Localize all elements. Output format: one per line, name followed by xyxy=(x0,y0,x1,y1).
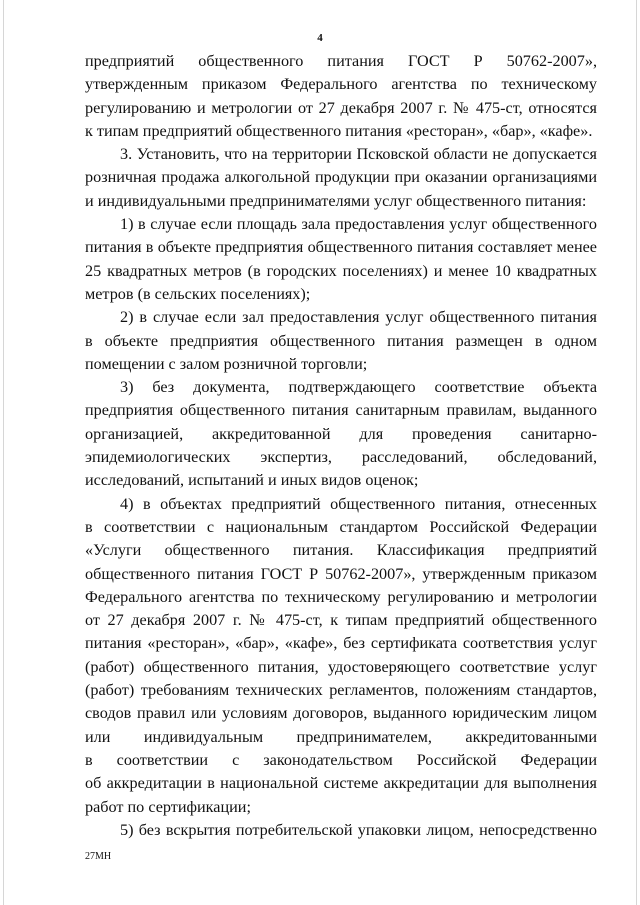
text-line: работ по сертификации; xyxy=(85,797,251,816)
text-line: 3. Установить, что на территории Псковской области не допускается xyxy=(120,145,597,164)
text-line: об аккредитации в национальной системе аккредитации для выполнения xyxy=(85,774,597,793)
footer-code: 27МН xyxy=(85,851,112,862)
scan-edge-left xyxy=(3,0,4,905)
text-line: эпидемиологических экспертиз, расследований, обследований, xyxy=(85,448,597,467)
text-line: (работ) требованиям технических регламентов, положениям стандартов, xyxy=(85,681,597,700)
text-line: помещении с залом розничной торговли; xyxy=(85,354,368,373)
text-line: питания «ресторан», «бар», «кафе», без сертификата соответствия услуг xyxy=(85,634,597,653)
text-line: 3) без документа, подтверждающего соответствие объекта xyxy=(120,378,597,397)
text-line: в соответствии с законодательством Российской Федерации xyxy=(85,750,597,769)
text-line: 1) в случае если площадь зала предоставления услуг общественного xyxy=(120,215,597,234)
text-line: предприятия общественного питания санитарным правилам, выданного xyxy=(85,401,597,420)
text-line: розничная продажа алкогольной продукции при оказании организациями xyxy=(85,168,597,187)
text-line: питания в объекте предприятия общественного питания составляет менее xyxy=(85,238,597,257)
text-line: к типам предприятий общественного питания «ресторан», «бар», «кафе». xyxy=(85,121,593,140)
text-line: (работ) общественного питания, удостоверяющего соответствие услуг xyxy=(85,657,597,676)
text-line: 4) в объектах предприятий общественного питания, отнесенных xyxy=(120,494,597,513)
text-line: или индивидуальным предпринимателем, аккредитованными xyxy=(85,727,597,746)
text-line: «Услуги общественного питания. Классификация предприятий xyxy=(85,541,597,560)
text-line: Федерального агентства по техническому регулированию и метрологии xyxy=(85,587,597,606)
text-line: 25 квадратных метров (в городских поселениях) и менее 10 квадратных xyxy=(85,261,597,280)
text-line: утвержденным приказом Федерального агентства по техническому xyxy=(85,75,597,94)
scan-edge-right xyxy=(636,0,637,905)
text-line: предприятий общественного питания ГОСТ Р 50762-2007», xyxy=(85,52,597,70)
page-number: 4 xyxy=(317,32,323,44)
text-line: в соответствии с национальным стандартом Российской Федерации xyxy=(85,517,597,536)
text-line: 2) в случае если зал предоставления услуг общественного питания xyxy=(120,308,597,327)
text-line: сводов правил или условиям договоров, выданного юридическим лицом xyxy=(85,704,597,723)
text-line: исследований, испытаний и иных видов оценок; xyxy=(85,471,419,490)
text-line: в объекте предприятия общественного питания размещен в одном xyxy=(85,331,597,350)
text-line: организацией, аккредитованной для проведения санитарно- xyxy=(85,424,597,443)
text-line: от 27 декабря 2007 г. № 475-ст, к типам предприятий общественного xyxy=(85,611,597,630)
text-line: и индивидуальными предпринимателями услуг общественного питания: xyxy=(85,191,587,210)
text-line: метров (в сельских поселениях); xyxy=(85,284,311,303)
text-line: регулированию и метрологии от 27 декабря 2007 г. № 475-ст, относятся xyxy=(85,98,597,117)
document-body xyxy=(85,50,597,842)
text-line: общественного питания ГОСТ Р 50762-2007», утвержденным приказом xyxy=(85,564,597,583)
text-line: 5) без вскрытия потребительской упаковки лицом, непосредственно xyxy=(120,820,597,839)
